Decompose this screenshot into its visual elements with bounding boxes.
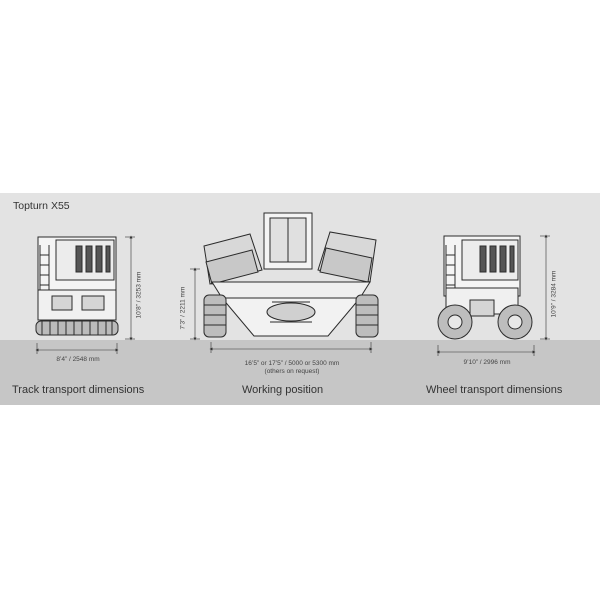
- working-height-label: 7’3” / 2211 mm: [179, 286, 187, 330]
- wheel-transport-caption: Wheel transport dimensions: [426, 384, 563, 396]
- machine-title: Topturn X55: [13, 200, 70, 212]
- wheel-height-label: 10’9” / 3284 mm: [550, 270, 558, 318]
- working-position-machine: [204, 213, 378, 337]
- track-transport-machine: [36, 237, 118, 335]
- wheel-transport-machine: [438, 236, 532, 339]
- working-width-label: 16’5” or 17’5” / 5000 or 5300 mm: [244, 360, 340, 367]
- track-height-label: 10’8” / 3253 mm: [135, 271, 143, 319]
- working-position-caption: Working position: [242, 384, 324, 396]
- wheel-width-label: 9’10” / 2996 mm: [463, 359, 511, 366]
- track-width-label: 8’4” / 2548 mm: [56, 356, 100, 363]
- working-width-note: (others on request): [264, 368, 320, 375]
- track-transport-caption: Track transport dimensions: [12, 384, 145, 396]
